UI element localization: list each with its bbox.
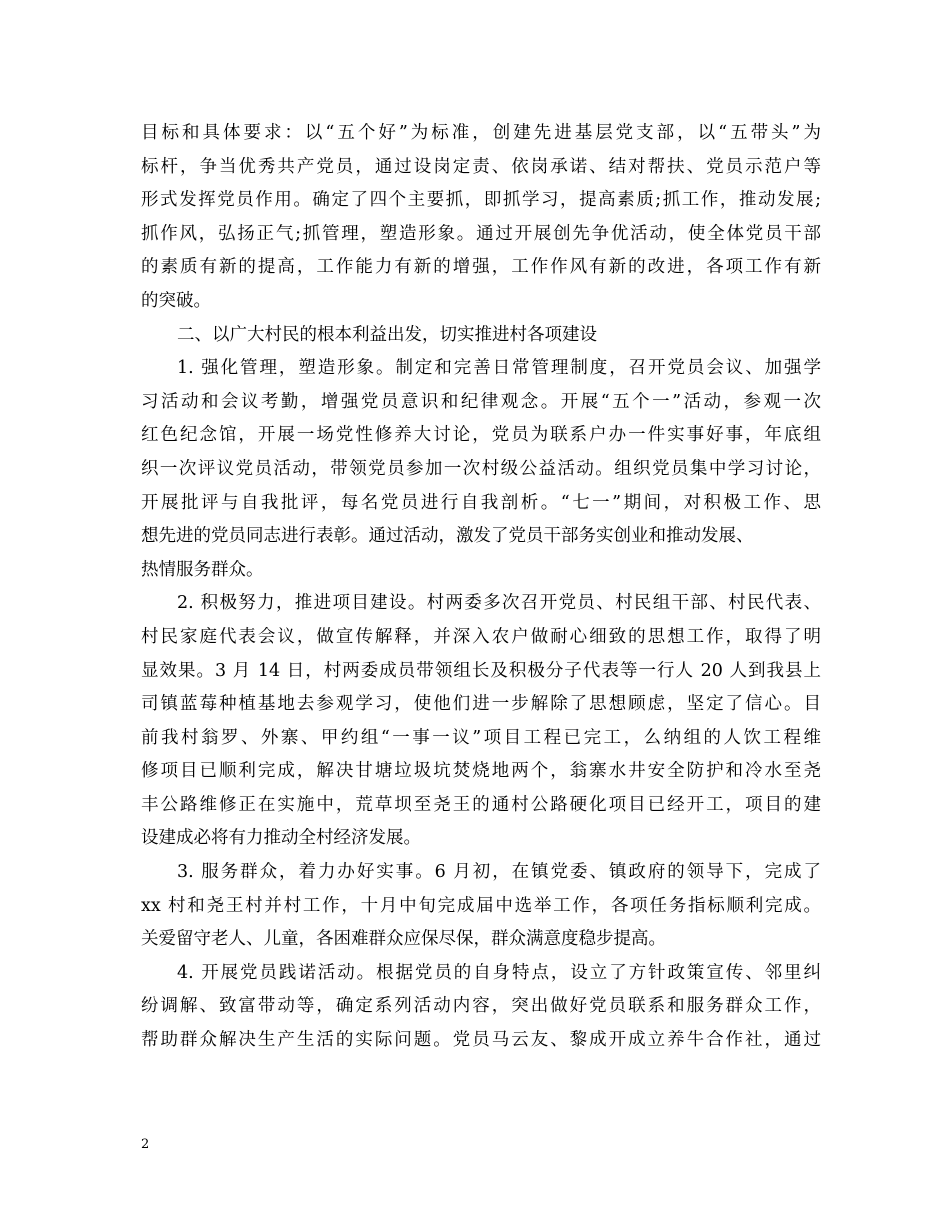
text-line: 想先进的党员同志进行表彰。通过活动，激发了党员干部务实创业和推动发展、 xyxy=(141,526,754,547)
text-line: 纷调解、致富带动等，确定系列活动内容，突出做好党员联系和服务群众工作， xyxy=(141,996,821,1017)
text-line: xx 村和尧王村并村工作，十月中旬完成届中选举工作，各项任务指标顺利完成。 xyxy=(141,895,821,916)
text-line: 显效果。3 月 14 日，村两委成员带领组长及积极分子代表等一行人 20 人到我县上 xyxy=(141,660,821,681)
text-line: 1. 强化管理，塑造形象。制定和完善日常管理制度，召开党员会议、加强学 xyxy=(177,358,821,379)
text-line: 3. 服务群众，着力办好实事。6 月初，在镇党委、镇政府的领导下，完成了 xyxy=(177,862,821,883)
text-line: 目标和具体要求：以“五个好”为标准，创建先进基层党支部，以“五带头”为 xyxy=(141,123,821,143)
text-line: 前我村翁罗、外寨、甲约组“一事一议”项目工程已完工，么纳组的人饮工程维 xyxy=(141,727,821,748)
text-line: 织一次评议党员活动，带领党员参加一次村级公益活动。组织党员集中学习讨论， xyxy=(141,458,821,479)
text-line: 设建成必将有力推动全村经济发展。 xyxy=(141,828,421,849)
text-line: 修项目已顺利完成，解决甘塘垃圾坑焚烧地两个，翁寨水井安全防护和冷水至尧 xyxy=(141,761,821,782)
text-line: 帮助群众解决生产生活的实际问题。党员马云友、黎成开成立养牛合作社，通过 xyxy=(141,1030,821,1051)
page-number: 2 xyxy=(141,1137,150,1152)
text-line: 丰公路维修正在实施中，荒草坝至尧王的通村公路硬化项目已经开工，项目的建 xyxy=(141,794,821,815)
text-line: 热情服务群众。 xyxy=(141,559,264,580)
text-line: 村民家庭代表会议，做宣传解释，并深入农户做耐心细致的思想工作，取得了明 xyxy=(141,626,821,647)
text-line: 2. 积极努力，推进项目建设。村两委多次召开党员、村民组干部、村民代表、 xyxy=(177,593,821,614)
text-line: 形式发挥党员作用。确定了四个主要抓，即抓学习，提高素质;抓工作，推动发展; xyxy=(141,190,821,211)
text-line: 开展批评与自我批评，每名党员进行自我剖析。“七一”期间，对积极工作、思 xyxy=(141,492,821,513)
text-line: 关爱留守老人、儿童，各困难群众应保尽保，群众满意度稳步提高。 xyxy=(141,929,666,950)
text-line: 的素质有新的提高，工作能力有新的增强，工作作风有新的改进，各项工作有新 xyxy=(141,257,821,278)
text-line: 抓作风，弘扬正气;抓管理，塑造形象。通过开展创先争优活动，使全体党员干部 xyxy=(141,223,821,244)
text-line: 标杆，争当优秀共产党员，通过设岗定责、依岗承诺、结对帮扶、党员示范户等 xyxy=(141,156,821,177)
document-body xyxy=(141,117,821,1058)
text-line: 红色纪念馆，开展一场党性修养大讨论，党员为联系户办一件实事好事，年底组 xyxy=(141,425,821,446)
text-line: 司镇蓝莓种植基地去参观学习，使他们进一步解除了思想顾虑，坚定了信心。目 xyxy=(141,694,821,715)
text-line: 4. 开展党员践诺活动。根据党员的自身特点，设立了方针政策宣传、邻里纠 xyxy=(177,962,821,983)
text-line: 习活动和会议考勤，增强党员意识和纪律观念。开展“五个一”活动，参观一次 xyxy=(141,391,821,412)
text-line: 的突破。 xyxy=(141,290,211,311)
section-heading: 二、以广大村民的根本利益出发，切实推进村各项建设 xyxy=(177,324,597,345)
